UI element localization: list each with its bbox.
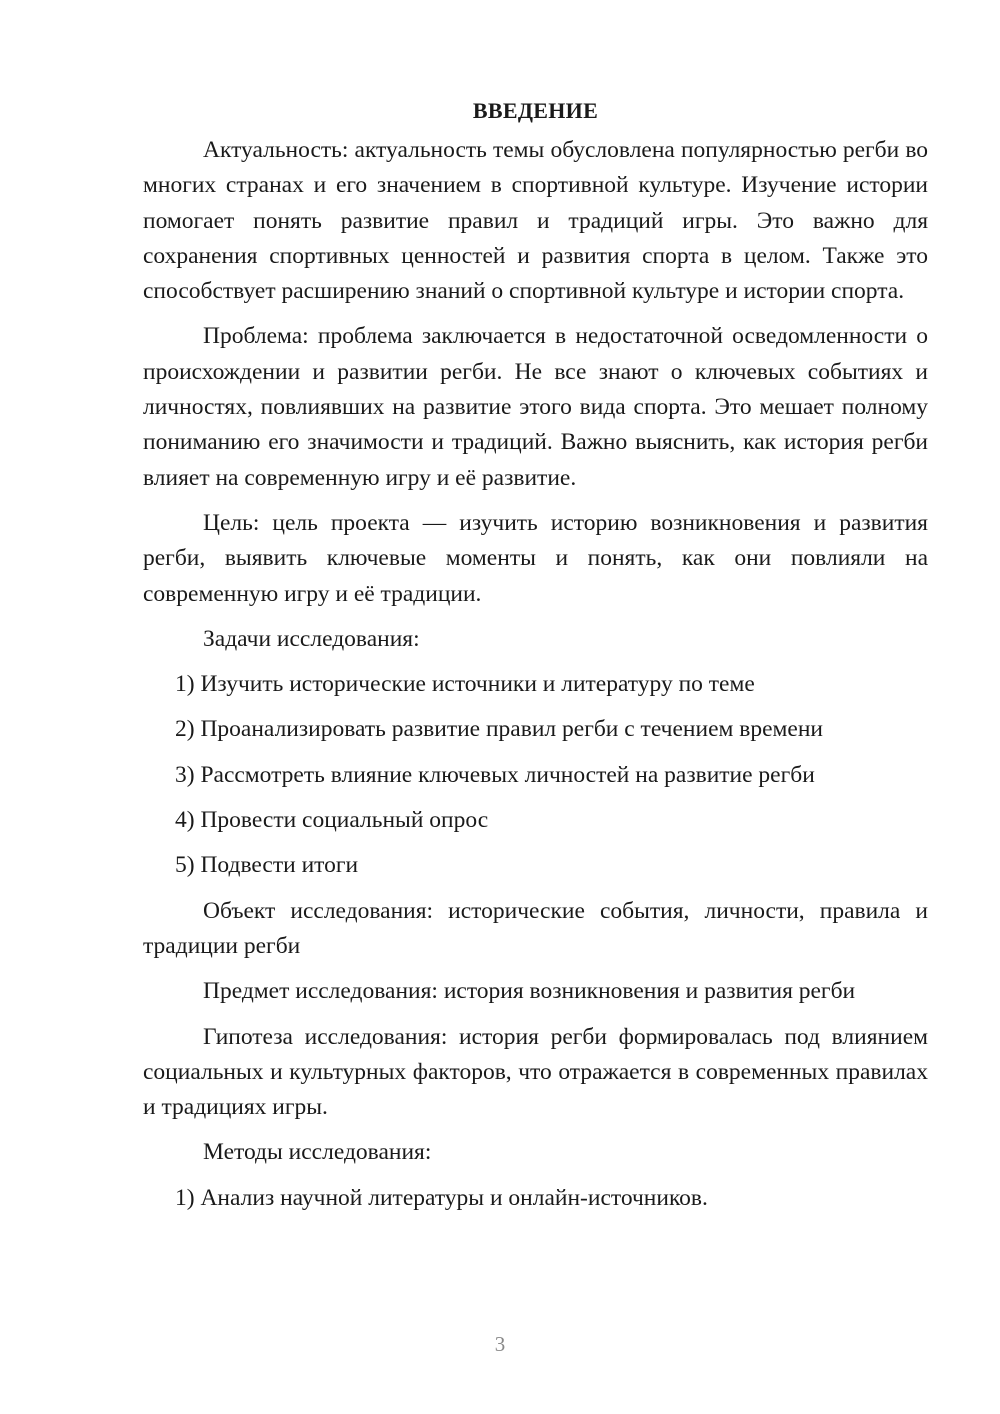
- task-item: 1) Изучить исторические источники и литературу по теме: [175, 671, 755, 698]
- page-content: [143, 96, 928, 1216]
- relevance-paragraph: Актуальность: актуальность темы обусловлена популярностью регби во многих странах и его значением в спортивной культуре. Изучение истории помогает понять развитие правил и традиций игры. Это важно для сохранения спортивных ценностей и развития спорта в целом. Также это способствует расширению знаний о спортивной культуре и истории спорта.: [143, 137, 928, 305]
- tasks-label: Задачи исследования:: [203, 625, 420, 652]
- subject-paragraph: Предмет исследования: история возникновения и развития регби: [203, 978, 856, 1005]
- method-item: 1) Анализ научной литературы и онлайн-источников.: [175, 1184, 708, 1211]
- hypothesis-paragraph: Гипотеза исследования: история регби формировалась под влиянием социальных и культурных факторов, что отражается в современных правилах и традициях игры.: [143, 1023, 928, 1121]
- task-item: 3) Рассмотреть влияние ключевых личностей на развитие регби: [175, 761, 815, 788]
- task-item: 5) Подвести итоги: [175, 852, 359, 879]
- problem-paragraph: Проблема: проблема заключается в недостаточной осведомленности о происхождении и развитии регби. Не все знают о ключевых событиях и личностях, повлиявших на развитие этого вида спорта. Это мешает полному пониманию его значимости и традиций. Важно выяснить, как история регби влияет на современную игру и её развитие.: [143, 323, 928, 491]
- task-item: 2) Проанализировать развитие правил регби с течением времени: [175, 716, 823, 743]
- task-item: 4) Провести социальный опрос: [175, 807, 489, 834]
- object-paragraph: Объект исследования: исторические события, личности, правила и традиции регби: [143, 897, 928, 959]
- page-number: 3: [494, 1332, 506, 1356]
- page-heading: ВВЕДЕНИЕ: [472, 98, 599, 123]
- goal-paragraph: Цель: цель проекта — изучить историю возникновения и развития регби, выявить ключевые моменты и понять, как они повлияли на современную игру и её традиции.: [143, 509, 928, 607]
- methods-label: Методы исследования:: [203, 1139, 432, 1166]
